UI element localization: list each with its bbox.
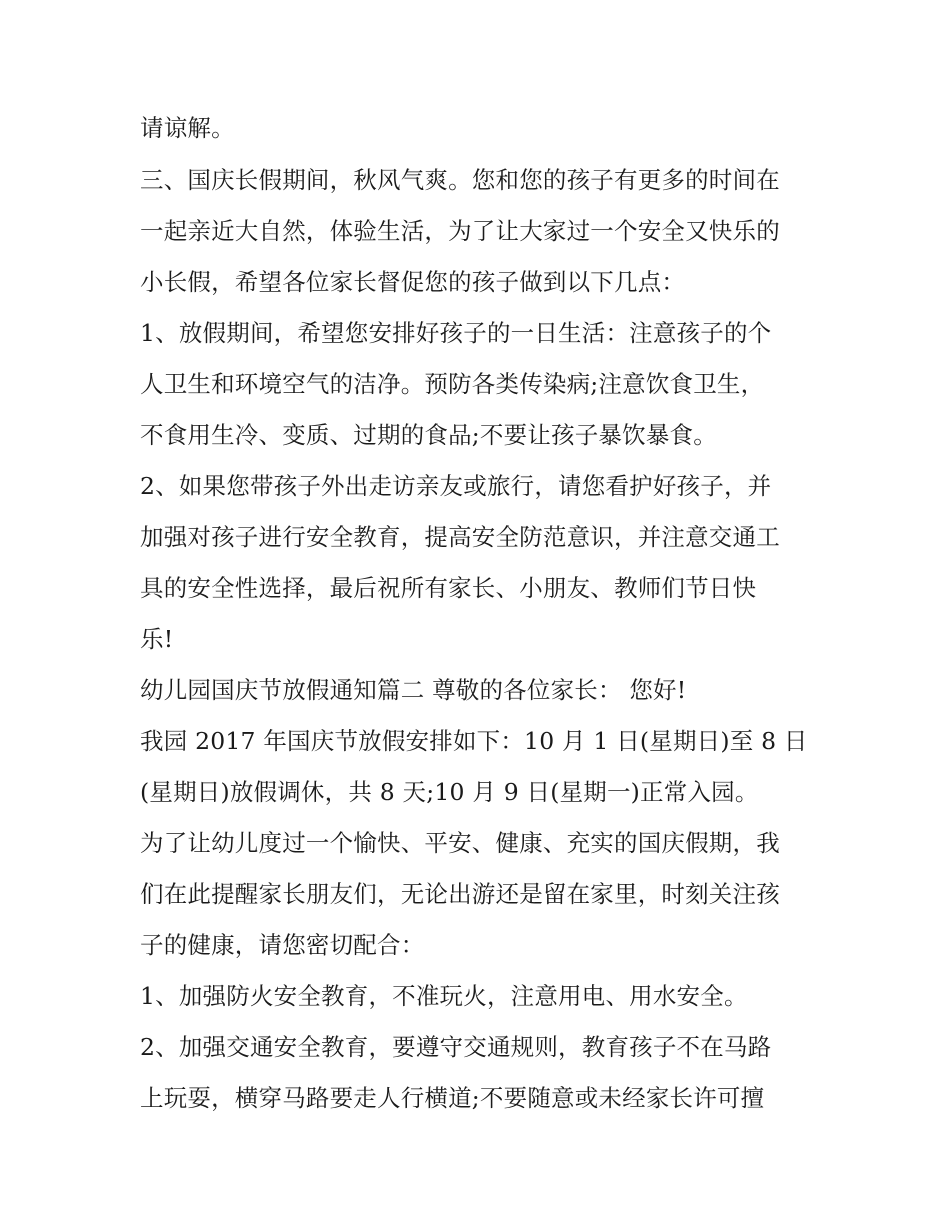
text-line: 为了让幼儿度过一个愉快、平安、健康、充实的国庆假期，我	[140, 829, 780, 857]
text-line: 子的健康，请您密切配合：	[140, 931, 425, 959]
text-line: 2、如果您带孩子外出走访亲友或旅行，请您看护好孩子，并	[140, 472, 772, 500]
text-line: 请谅解。	[140, 114, 235, 142]
text-line: (星期日)放假调休，共 8 天;10 月 9 日(星期一)正常入园。	[140, 778, 759, 806]
text-line: 1、放假期间，希望您安排好孩子的一日生活：注意孩子的个	[140, 319, 772, 347]
text-line: 不食用生冷、变质、过期的食品;不要让孩子暴饮暴食。	[140, 421, 717, 449]
text-line: 1、加强防火安全教育，不准玩火，注意用电、用水安全。	[140, 982, 748, 1010]
text-line: 一起亲近大自然，体验生活，为了让大家过一个安全又快乐的	[140, 217, 780, 245]
text-line: 我园 2017 年国庆节放假安排如下：10 月 1 日(星期日)至 8 日	[140, 727, 808, 755]
text-line: 小长假，希望各位家长督促您的孩子做到以下几点：	[140, 268, 686, 296]
text-line: 人卫生和环境空气的洁净。预防各类传染病;注意饮食卫生，	[140, 370, 765, 398]
text-line: 加强对孩子进行安全教育，提高安全防范意识，并注意交通工	[140, 523, 780, 551]
text-line: 三、国庆长假期间，秋风气爽。您和您的孩子有更多的时间在	[140, 166, 780, 194]
text-line: 上玩耍，横穿马路要走人行横道;不要随意或未经家长许可擅	[140, 1084, 765, 1112]
text-line: 2、加强交通安全教育，要遵守交通规则，教育孩子不在马路	[140, 1033, 772, 1061]
text-line: 们在此提醒家长朋友们，无论出游还是留在家里，时刻关注孩	[140, 880, 780, 908]
section-heading: 幼儿园国庆节放假通知篇二 尊敬的各位家长： 您好!	[140, 676, 687, 704]
text-line: 具的安全性选择，最后祝所有家长、小朋友、教师们节日快	[140, 574, 757, 602]
text-line: 乐!	[140, 625, 174, 653]
